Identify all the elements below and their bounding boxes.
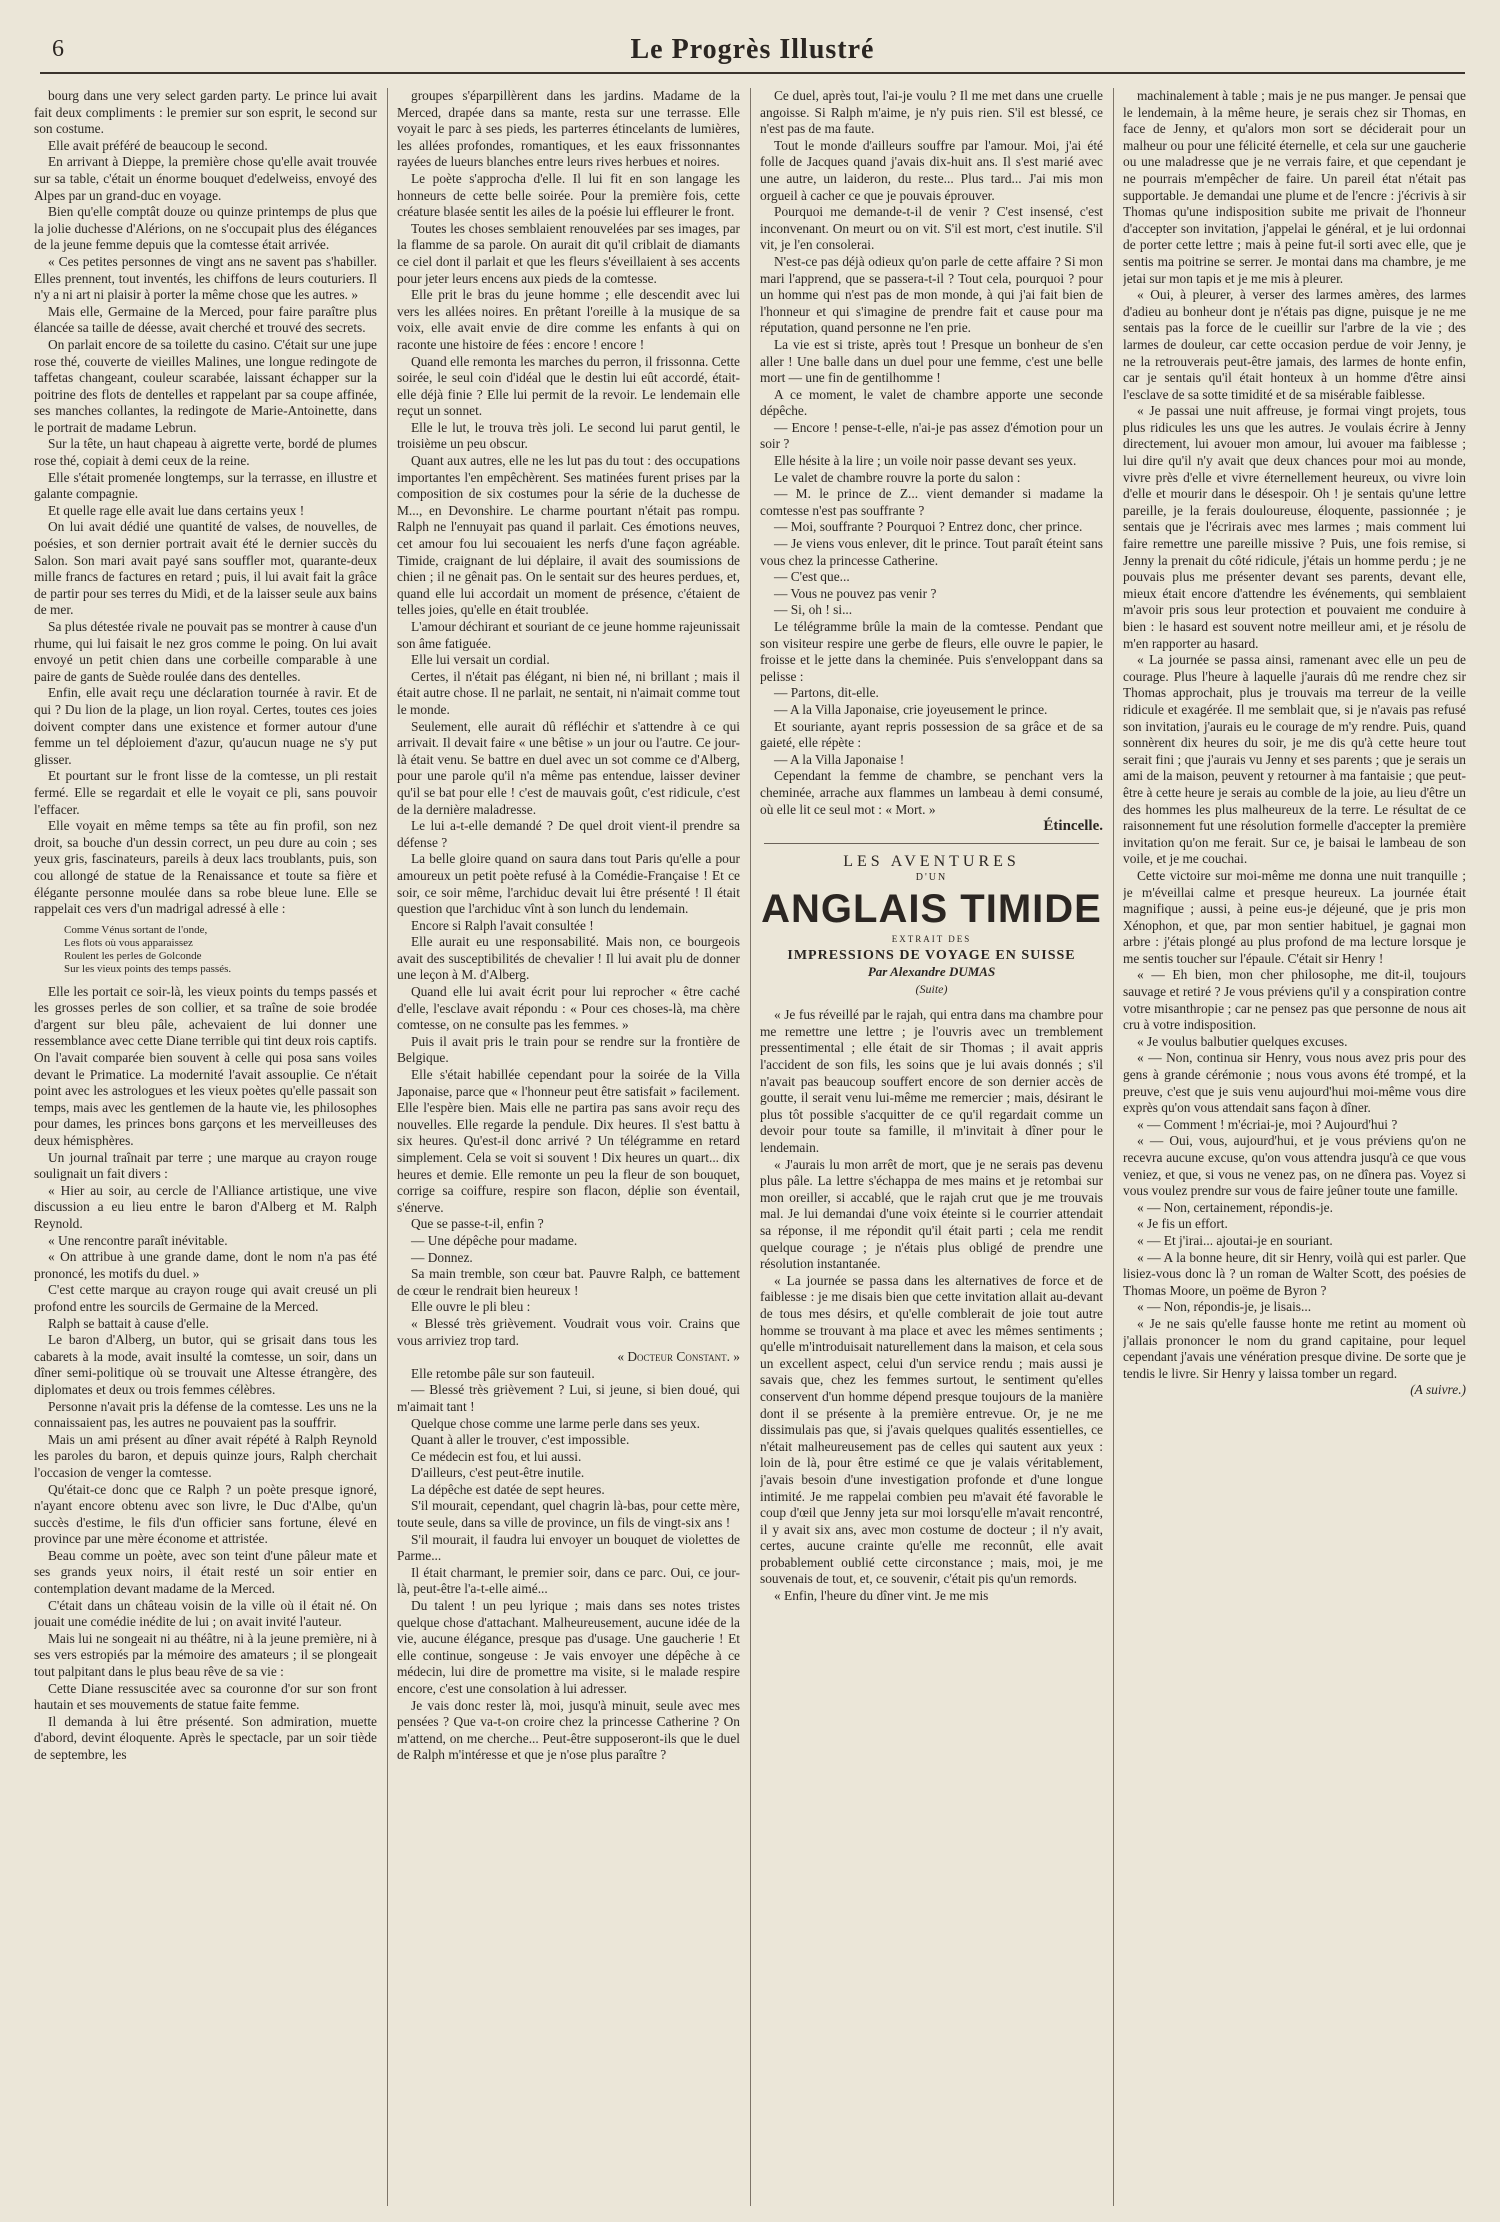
paragraph: Que se passe-t-il, enfin ? [411, 1216, 544, 1232]
paragraph: En arrivant à Dieppe, la première chose qu'elle avait trouvée sur sa table, c'était un énorme bouquet d'edelweiss, envoyé des Alpes par un grand-duc en voyage. [34, 154, 377, 203]
paragraph: machinalement à table ; mais je ne pus manger. Je pensai que le lendemain, à la même heure, je serais chez sir Thomas, en face de Jenny, et qu'alors mon sort se déciderait pour un malheur ou pour une félicité éternelle, et cela sur une gaucherie ou une maladresse que je ne verrais faire, et que cependant je ne pourrais m'empêcher de faire. Un pareil état n'était pas supportable. Je demandai une plume et de l'encre : j'écrivis à sir Thomas qu'une indisposition subite me privait de l'honneur d'accepter son invitation, j'appelai le général, et je lui ordonnai de porter cette lettre ; mais à peine fut-il sorti avec elle, que je sentis ma poitrine se serrer. Je montai dans ma chambre, je me jetai sur mon tapis et je me mis à pleurer. [1123, 88, 1466, 286]
paragraph: S'il mourait, il faudra lui envoyer un bouquet de violettes de Parme... [397, 1531, 740, 1564]
paragraph: Cependant la femme de chambre, se penchant vers la cheminée, arrache aux flammes un lambeau à demi consumé, où elle lit ce seul mot : « Mort. » [760, 768, 1103, 817]
paragraph: Sa main tremble, son cœur bat. Pauvre Ralph, ce battement de cœur le rendrait bien heureux ! [397, 1266, 740, 1298]
serial-title-block [760, 854, 1103, 998]
col1b-paragraphs [34, 984, 377, 1764]
serial-subtitle: IMPRESSIONS DE VOYAGE EN SUISSE [787, 947, 1076, 963]
paragraph: — Blessé très grièvement ? Lui, si jeune, si bien doué, qui m'aimait tant ! [397, 1382, 740, 1414]
paragraph: Il était charmant, le premier soir, dans ce parc. Oui, ce jour-là, peut-être l'a-t-elle aimé... [397, 1564, 740, 1597]
paragraph: « Je fus réveillé par le rajah, qui entra dans ma chambre pour me remettre une lettre ; je l'ouvris avec un tremblement pressentimental ; elle était de sir Thomas ; il avait appris l'accident de son fils, les soins que je lui avais donnés ; s'il n'avait pas beaucoup souffert encore de son dernier accès de goutte, il serait venu lui-même me remercier ; mais, désirant le plus tôt possible s'acquitter de ce qu'il regardait comme un devoir pour toute sa famille, il m'invitait à dîner pour le lendemain. [760, 1007, 1103, 1156]
to-be-continued: (A suivre.) [1410, 1382, 1466, 1398]
serial-title-main: ANGLAIS TIMIDE [761, 886, 1102, 931]
paragraph: bourg dans une very select garden party. Le prince lui avait fait deux compliments : le premier sur son esprit, le second sur son costume. [34, 88, 377, 137]
paragraph: Elle avait préféré de beaucoup le second. [48, 137, 268, 153]
column-rule [387, 88, 388, 2206]
paragraph: « Enfin, l'heure du dîner vint. Je me mis [774, 1588, 989, 1604]
column-2 [397, 88, 740, 2206]
paragraph: Elle retombe pâle sur son fauteuil. [411, 1365, 595, 1381]
page-number: 6 [52, 36, 64, 62]
paragraph: Elle ouvre le pli bleu : [411, 1299, 531, 1315]
paragraph: Sa plus détestée rivale ne pouvait pas se montrer à cause d'un rhume, qui lui faisait le nez gros comme le poing. On lui avait envoyé un petit chien dans une corbeille comparable à une paire de gants de Suède roulée dans des dentelles. [34, 619, 377, 684]
paragraph: « La journée se passa ainsi, ramenant avec elle un peu de courage. Plus l'heure à laquelle j'aurais dû me rendre chez sir Thomas approchait, plus je trouvais ma terreur de la veille ridicule et exagérée. Il me semblait que, si je n'avais pas refusé son invitation, j'aurais eu le courage de m'y rendre. Puis, quand sonnèrent dix heures du soir, je me dis qu'à cette heure tout serait fini ; que j'aurais vu Jenny et ses parents ; que je serais un ami de la maison, peuvent y retourner à ma fantaisie ; que peut-être à cette heure je serais au comble de la joie, au lieu d'être un des hommes les plus malheureux de la terre. Le résultat de ce raisonnement fut une résolution formelle d'accepter la première invitation qu'on me ferait. Sur ce, je baisai le lambeau de son voile, et je me couchai. [1123, 652, 1466, 867]
paragraph: Pourquoi me demande-t-il de venir ? C'est insensé, c'est inconvenant. On meurt ou on vit. S'il est mort, c'est inutile. S'il vit, je l'en consolerai. [760, 204, 1103, 253]
paragraph: groupes s'éparpillèrent dans les jardins. Madame de la Merced, drapée dans sa mante, resta sur une terrasse. Elle voyait le parc à ses pieds, les parterres étincelants de lumières, les allées profondes, romantiques, et les eaux frissonnantes rayées de lueurs blanches entre leurs rives herbues et noires. [397, 88, 740, 170]
section-separator [764, 843, 1099, 846]
paragraph: Elle s'était habillée cependant pour la soirée de la Villa Japonaise, parce que « l'honneur peut être satisfait » facilement. Elle l'espère bien. Mais elle ne partira pas sans avoir reçu des nouvelles. Elle regarde la pendule. Dix heures. Il s'est battu à six heures. Qu'est-il donc arrivé ? Un télégramme en retard simplement. Cela se voit si souvent ! Dix heures un quart... dix heures et demie. Elle remonte un peu la fleur de son bouquet, corrige sa coiffure, respire son flacon, déplie son éventail, s'énerve. [397, 1067, 740, 1215]
paragraph: Elle les portait ce soir-là, les vieux points du temps passés et les grosses perles de son collier, et sa traîne de soie brodée d'argent sur bleu pâle, achevaient de lui donner une ressemblance avec cette Diane terrible qui tint deux rois captifs. On l'avait comparée bien souvent à celle qui posa sans voiles devant le Primatice. La modernité l'avait assouplie. Ce n'était point avec les astrologues et les vieux poètes qu'elle passait son temps, mais avec les gentlemen de la haute vie, les philosophes pour dames, les princes bons garçons et les merveilleuses des deux hémisphères. [34, 983, 377, 1149]
poem-line: Sur les vieux points des temps passés. [64, 962, 232, 975]
paragraph: Le lui a-t-elle demandé ? De quel droit vient-il prendre sa défense ? [397, 818, 740, 850]
paragraph: Mais un ami présent au dîner avait répété à Ralph Reynold les paroles du baron, et depuis quinze jours, Ralph cherchait l'occasion de venger la comtesse. [34, 1431, 377, 1480]
paragraph: La dépêche est datée de sept heures. [411, 1481, 605, 1497]
paragraph: « — Eh bien, mon cher philosophe, me dit-il, toujours sauvage et retiré ? Je vous préviens qu'il y a conspiration contre votre misanthropie ; car ne pensez pas que personne de nous ait cru à votre indisposition. [1123, 967, 1466, 1033]
paragraph: Mais elle, Germaine de la Merced, pour faire paraître plus élancée sa taille de déesse, avait cherché et trouvé des secrets. [34, 303, 377, 336]
paragraph: — A la Villa Japonaise, crie joyeusement le prince. [774, 701, 1048, 717]
author-signature: Étincelle. [1043, 818, 1103, 835]
poem-line: Les flots où vous apparaissez [64, 936, 193, 949]
paragraph: Tout le monde d'ailleurs souffre par l'amour. Moi, j'ai été folle de Jacques quand j'avais dix-huit ans. Il s'est marié avec une autre, un laideron, du reste... Plus tard... J'ai mis mon orgueil à cacher ce que je pouvais éprouver. [760, 137, 1103, 203]
paragraph: — M. le prince de Z... vient demander si madame la comtesse n'est pas souffrante ? [760, 486, 1103, 518]
paragraph: Elle lui versait un cordial. [411, 652, 550, 668]
paragraph: Je vais donc rester là, moi, jusqu'à minuit, seule avec mes pensées ? Que va-t-on croire chez la princesse Catherine ? On m'attend, on me cherche... Peut-être supposeront-ils que le duel de Ralph m'intéresse et que je n'ose plus paraître ? [397, 1697, 740, 1763]
col3b-paragraphs [760, 1007, 1103, 1604]
poem-line: Comme Vénus sortant de l'onde, [64, 923, 208, 936]
paragraph: « — Non, répondis-je, je lisais... [1137, 1299, 1312, 1315]
paragraph: — A la Villa Japonaise ! [774, 751, 905, 767]
masthead: Le Progrès Illustré [630, 34, 875, 65]
paragraph: Quand elle lui avait écrit pour lui reprocher « être caché d'elle, l'esclave avait répondu : « Pour ces choses-là, ma chère comtesse, on ne consulte pas les femmes. » [397, 984, 740, 1033]
paragraph: C'est cette marque au crayon rouge qui avait creusé un pli profond entre les sourcils de Germaine de la Merced. [34, 1282, 377, 1314]
paragraph: N'est-ce pas déjà odieux qu'on parle de cette affaire ? Si mon mari l'apprend, que se passera-t-il ? Tout cela, pourquoi ? pour un homme qui n'est pas de mon monde, à qui j'ai fait bien de l'honneur et qui s'imagine de prendre fait et cause pour ma réputation, quand personne ne l'en prie. [760, 253, 1103, 336]
paragraph: « — Et j'irai... ajoutai-je en souriant. [1137, 1232, 1333, 1248]
paragraph: D'ailleurs, c'est peut-être inutile. [411, 1465, 585, 1481]
paragraph: Enfin, elle avait reçu une déclaration tournée à ravir. Et de qui ? Du lion de la plage, un lion royal. Certes, toutes ces joies doivent compter dans une existence et former autour d'une femme un tel déploiement d'azur, qu'aucun nuage ne s'y put glisser. [34, 685, 377, 767]
paragraph: « Ces petites personnes de vingt ans ne savent pas s'habiller. Elles prennent, tout inventés, les chiffons de leurs couturiers. Il n'y a ni art ni plaisir à porter la même chose que les autres. » [34, 253, 377, 303]
paragraph: Il demanda à lui être présenté. Son admiration, muette d'abord, devint éloquente. Après le spectacle, par un soir tiède de septembre, les [34, 1713, 377, 1762]
column-1 [34, 88, 377, 2206]
paragraph: — C'est que... [774, 569, 850, 585]
col2-paragraphs [397, 88, 740, 1349]
paragraph: Le baron d'Alberg, un butor, qui se grisait dans tous les cabarets à la mode, avait insulté la comtesse, un soir, dans un dîner semi-politique où se trouvait une Altesse étrangère, des diplomates et deux ou trois femmes célèbres. [34, 1332, 377, 1397]
paragraph: On parlait encore de sa toilette du casino. C'était sur une jupe rose thé, couverte de vieilles Malines, une longue redingote de taffetas changeant, couleur scarabée, laissant échapper sur la poitrine des flots de dentelles et rappelant par sa coupe affinée, ses manches collantes, la redingote de Marie-Antoinette, dans le portrait de madame Lebrun. [34, 336, 377, 435]
paragraph: « Blessé très grièvement. Voudrait vous voir. Crains que vous arriviez trop tard. [397, 1315, 740, 1348]
serial-suite: (Suite) [915, 981, 948, 996]
serial-title-de: D'UN [915, 872, 948, 884]
paragraph: Le télégramme brûle la main de la comtesse. Pendant que son visiteur respire une gerbe de fleurs, elle ouvre le papier, le froisse et le jette dans la cheminée. Puis s'enveloppant dans sa pelisse : [760, 619, 1103, 684]
paragraph: — Moi, souffrante ? Pourquoi ? Entrez donc, cher prince. [774, 519, 1083, 535]
page-header [40, 28, 1465, 74]
paragraph: Quant aux autres, elle ne les lut pas du tout : des occupations importantes l'en empêchèrent. Ses matinées furent prises par la composition de six costumes pour la série de la duchesse de M..., en Devonshire. Le charme pourtant n'était pas rompu. Ralph ne l'ennuyait pas quand il parlait. Ces émotions neuves, cet amour fou lui secouaient les nerfs d'une façon agréable. Timide, craignant de lui déplaire, il avait des soumissions de chien ; il ne gênait pas. On le sentait sur des heures perdues, et, quand elle lui accordait un moment de présence, c'étaient de telles joies, qu'elle en était troublée. [397, 453, 740, 618]
paragraph: « Je ne sais qu'elle fausse honte me retint au moment où j'allais prononcer le nom du grand capitaine, pour lequel cependant j'avais une vénération presque divine. De sorte que je tendis le livre. Sir Henry y laissa tomber un regard. [1123, 1315, 1466, 1381]
paragraph: « La journée se passa dans les alternatives de force et de faiblesse : je me disais bien que cette invitation allait au-devant de tous mes désirs, et qu'elle comblerait de joie tout autre homme se trouvant à ma place et avec les mêmes sentiments ; qu'elle m'introduisait naturellement dans la maison, et cela sous un excellent aspect, celui d'un service rendu ; mais aussi je savais que, chez les femmes surtout, le sentiment qu'elles conservent d'un homme dépend presque toujours de la manière dont il se présente à la première entrevue. Or, je ne me dissimulais pas que, si j'avais quelques qualités essentielles, ce n'était malheureusement pas de celles qui sautent aux yeux : loin de là, pour être estimé ce que je valais véritablement, j'avais besoin d'une investigation profonde et d'une longue intimité. Je me rappelai combien peu m'avait été favorable le coup d'œil que Jenny jeta sur moi lorsqu'elle m'avait rencontré, il y avait six ans, avec mon costume de docteur ; il n'y avait, certes, aucune crainte qu'elle me reconnût, elle avait probablement oublié cette circonstance ; mais, moi, je me souvenais de tout, et, ce souvenir, c'était pis qu'un remords. [760, 1272, 1103, 1587]
paragraph: — Si, oh ! si... [774, 602, 853, 618]
paragraph: Quand elle remonta les marches du perron, il frissonna. Cette soirée, le seul coin d'idéal que le destin lui eût accordé, était-elle déjà finie ? Elle lui permit de la revoir. Le lendemain elle reçut un sonnet. [397, 353, 740, 419]
paragraph: Elle voyait en même temps sa tête au fin profil, son nez droit, sa bouche d'un dessin correct, un peu dure au coin ; ses yeux gris, fascinateurs, pareils à deux lacs troublants, puis, son cou allongé de statue de la Renaissance et toute sa fière et élégante personne moulée dans sa robe bleue lune. Elle se rappelait ces vers d'un madrigal adressé à elle : [34, 818, 377, 917]
col2b-paragraphs [397, 1366, 740, 1764]
paragraph: Ce duel, après tout, l'ai-je voulu ? Il me met dans une cruelle angoisse. Si Ralph m'aime, je n'y puis rien. S'il est blessé, ce n'est pas de ma faute. [760, 88, 1103, 137]
serial-extract-label: EXTRAIT DES [891, 933, 972, 944]
paragraph: Cette victoire sur moi-même me donna une nuit tranquille ; je m'éveillai calme et presque heureux. La journée était magnifique ; aussi, à peine eus-je déjeuné, que je pris mon Xénophon, et que, par mon sentier habituel, je gagnai mon arbre : j'étais plongé au plus profond de ma lecture lorsque je me sentis toucher sur l'épaule. C'était sir Henry ! [1123, 867, 1466, 966]
paragraph: Cette Diane ressuscitée avec sa couronne d'or sur son front hautain et ses mouvements de statue faite femme. [34, 1680, 377, 1713]
paragraph: L'amour déchirant et souriant de ce jeune homme rajeunissait son âme fatiguée. [397, 619, 740, 651]
paragraph: La belle gloire quand on saura dans tout Paris qu'elle a pour amoureux un petit poète refusé à la Comédie-Française ! Et ce soir, ce soir même, l'archiduc devait lui être présenté ! Il était question que l'archiduc vînt à son lunch du lendemain. [397, 851, 740, 917]
column-rule [1113, 88, 1114, 2206]
paragraph: Ralph se battait à cause d'elle. [48, 1315, 209, 1331]
column-4 [1123, 88, 1466, 2206]
paragraph: « — Non, certainement, répondis-je. [1137, 1199, 1333, 1215]
paragraph: « Je passai une nuit affreuse, je formai vingt projets, tous plus ridicules les uns que les autres. Je voulais écrire à Jenny directement, lui avouer mon amour, lui avouer ma faiblesse ; lui dire qu'il n'y avait que deux chances pour moi au monde, vivre près d'elle et vivre éternellement heureux, ou vivre loin d'elle et mourir dans le désespoir. Oh ! je sentais qu'une lettre pareille, je la ferais douloureuse, éloquente, passionnée ; je sentais que je l'écrirais avec mes larmes ; mais comment lui faire remettre une pareille missive ? Puis, une fois remise, si Jenny la prenait du côté ridicule, j'étais un homme perdu ; je ne pouvais plus me présenter devant ses parents, devant elle, mieux était encore d'attendre les événements, qui semblaient m'avoir pris sous leur protection et pouvaient me conduire à bien : le hasard est souvent notre meilleur ami, et je résolu de m'en rapporter au hasard. [1123, 403, 1466, 651]
paragraph: Bien qu'elle comptât douze ou quinze printemps de plus que la jolie duchesse d'Alérions, on ne s'occupait plus des élégances de la jeune femme depuis que la comtesse était arrivée. [34, 204, 377, 253]
paragraph: Quant à aller le trouver, c'est impossible. [411, 1432, 630, 1448]
paragraph: La vie est si triste, après tout ! Presque un bonheur de s'en aller ! Une balle dans un duel pour une femme, c'est une belle mort — une fin de gentilhomme ! [760, 336, 1103, 386]
paragraph: Mais lui ne songeait ni au théâtre, ni à la jeune première, ni à ses vers estropiés par la mémoire des amateurs ; il se plongeait tout palpitant dans le plus beau rêve de sa vie : [34, 1630, 377, 1680]
paragraph: On lui avait dédié une quantité de valses, de nouvelles, de poésies, et son dernier portrait avait été le dernier succès du Salon. Son mari avait payé sans souffler mot, quarante-deux mille francs de factures en retard ; puis, il lui avait fait la grâce de partir pour ses terres du Midi, et de la laisser seule aux bains de mer. [34, 519, 377, 618]
paragraph: — Vous ne pouvez pas venir ? [774, 585, 937, 601]
paragraph: — Partons, dit-elle. [774, 685, 879, 701]
paragraph: C'était dans un château voisin de la ville où il était né. On jouait une comédie inédite de lui ; on avait invité l'auteur. [34, 1597, 377, 1630]
paragraph: « — A la bonne heure, dit sir Henry, voilà qui est parler. Que lisiez-vous donc là ? un roman de Walter Scott, des poésies de Thomas Moore, un poëme de Byron ? [1123, 1249, 1466, 1298]
paragraph: Sur la tête, un haut chapeau à aigrette verte, bordé de plumes rose thé, copiait à demi ceux de la reine. [34, 436, 377, 469]
paragraph: Un journal traînait par terre ; une marque au crayon rouge soulignait un fait divers : [34, 1149, 377, 1182]
paragraph: « J'aurais lu mon arrêt de mort, que je ne serais pas devenu plus pâle. La lettre s'échappa de mes mains et je retombai sur mon oreiller, si accablé, que le rajah crut que je me trouvais mal. Je lui demandai d'une voix éteinte si le courrier attendait sa réponse, il me répondit qu'il était parti ; cela me rendit quelque courage ; je n'étais plus obligé de prendre une résolution instantanée. [760, 1156, 1103, 1272]
paragraph: Beau comme un poète, avec son teint d'une pâleur mate et ses grands yeux noirs, il était resté un soir entier en contemplation devant madame de la Merced. [34, 1547, 377, 1597]
paragraph: « — Comment ! m'écriai-je, moi ? Aujourd'hui ? [1137, 1116, 1398, 1132]
paragraph: « Une rencontre paraît inévitable. [48, 1232, 228, 1248]
serial-title-top: LES AVENTURES [843, 852, 1020, 870]
paragraph: Personne n'avait pris la défense de la comtesse. Les uns ne la connaissaient pas, les autres ne pouvaient pas la souffrir. [34, 1398, 377, 1431]
telegram-signature: « Docteur Constant. » [617, 1349, 740, 1365]
paragraph: Encore si Ralph l'avait consultée ! [411, 917, 594, 933]
paragraph: Certes, il n'était pas élégant, ni bien né, ni brillant ; mais il était autre chose. Il ne parlait, ne sentait, ni n'aimait comme tout le monde. [397, 668, 740, 717]
madrigal-poem [64, 924, 377, 976]
paragraph: Elle hésite à la lire ; un voile noir passe devant ses yeux. [774, 453, 1077, 469]
paragraph: Elle le lut, le trouva très joli. Le second lui parut gentil, le troisième un peu obscur. [397, 419, 740, 452]
paragraph: « — Non, continua sir Henry, vous nous avez pris pour des gens à grande cérémonie ; nous vous avons été trompé, et la preuve, c'est que je suis venu aujourd'hui moi-même vous dire exprès qu'on vous attendait sans façon à dîner. [1123, 1050, 1466, 1116]
serial-author: Par Alexandre DUMAS [867, 964, 996, 980]
paragraph: Elle prit le bras du jeune homme ; elle descendit avec lui vers les allées noires. En prêtant l'oreille à la musique de sa voix, elle avait envie de dire comme les enfants à qui on raconte une histoire de fées : encore ! encore ! [397, 287, 740, 352]
poem-line: Roulent les perles de Golconde [64, 949, 202, 962]
paragraph: Elle aurait eu une responsabilité. Mais non, ce bourgeois avait des susceptibilités de chevalier ! Il lui avait plu de donner une leçon à M. d'Alberg. [397, 934, 740, 983]
paragraph: — Donnez. [411, 1249, 473, 1265]
paragraph: Elle s'était promenée longtemps, sur la terrasse, en illustre et galante compagnie. [34, 469, 377, 502]
paragraph: S'il mourait, cependant, quel chagrin là-bas, pour cette mère, toute seule, dans sa ville de province, un fils de vingt-six ans ! [397, 1498, 740, 1531]
paragraph: « Je voulus balbutier quelques excuses. [1137, 1033, 1348, 1049]
paragraph: Le poète s'approcha d'elle. Il lui fit en son langage les honneurs de cette belle soirée. Pour la première fois, cette créature blasée sentit les ailes de la poésie lui effleurer le front. [397, 170, 740, 220]
paragraph: Du talent ! un peu lyrique ; mais dans ses notes tristes quelque chose d'attachant. Malheureusement, aucune idée de la vie, aucune élégance, presque pas d'usage. Une gaucherie ! Et elle continue, songeuse : Je vais envoyer une dépêche à ce médecin, lui dire de promettre ma visite, si le malade respire encore, c'est une consolation à lui adresser. [397, 1598, 740, 1696]
column-3 [760, 88, 1103, 2206]
paragraph: Ce médecin est fou, et lui aussi. [411, 1448, 582, 1464]
column-rule [750, 88, 751, 2206]
article-columns [34, 88, 1466, 2206]
paragraph: — Une dépêche pour madame. [411, 1232, 578, 1248]
paragraph: « Je fis un effort. [1137, 1216, 1228, 1232]
paragraph: Seulement, elle aurait dû réfléchir et s'attendre à ce qui arrivait. Il devait faire « une bêtise » un jour ou l'autre. Ce jour-là était venu. Se battre en duel avec un sot comme ce d'Alberg, pour une parole qu'il n'a même pas entendue, laisser deviner qu'il se bat pour elle ! c'est de mauvais goût, c'est ridicule, c'est de la dernière maladresse. [397, 718, 740, 817]
paragraph: Et souriante, ayant repris possession de sa grâce et de sa gaieté, elle répète : [760, 718, 1103, 751]
paragraph: Et quelle rage elle avait lue dans certains yeux ! [48, 502, 305, 518]
col3-paragraphs [760, 88, 1103, 818]
paragraph: Le valet de chambre rouvre la porte du salon : [774, 469, 1021, 485]
paragraph: A ce moment, le valet de chambre apporte une seconde dépêche. [760, 386, 1103, 419]
paragraph: « Hier au soir, au cercle de l'Alliance artistique, une vive discussion a eu lieu entre le baron d'Alberg et M. Ralph Reynold. [34, 1182, 377, 1231]
paragraph: — Encore ! pense-t-elle, n'ai-je pas assez d'émotion pour un soir ? [760, 419, 1103, 452]
paragraph: Et pourtant sur le front lisse de la comtesse, un pli restait fermé. Elle se regardait et elle le voyait ce pli, sans pouvoir l'effacer. [34, 768, 377, 817]
col1-paragraphs [34, 88, 377, 918]
paragraph: Toutes les choses semblaient renouvelées par ses images, par la flamme de sa parole. On aurait dit qu'il criblait de diamants ce ciel dont il parlait et que les fleurs s'éveillaient à ses accents pour jeter leurs encens aux pieds de la comtesse. [397, 220, 740, 286]
paragraph: « Oui, à pleurer, à verser des larmes amères, des larmes d'adieu au bonheur dont je n'étais pas digne, puisque je ne me sentais pas la force de le cueillir sur l'arbre de la vie ; des larmes de douleur, car cette occasion perdue de voir Jenny, je ne la retrouverais peut-être jamais, des larmes de honte enfin, car je sentais qu'il était honteux à un homme d'être ainsi l'esclave de sa sotte timidité et de sa misérable faiblesse. [1123, 287, 1466, 402]
paragraph: Quelque chose comme une larme perle dans ses yeux. [411, 1415, 700, 1431]
paragraph: Qu'était-ce donc que ce Ralph ? un poète presque ignoré, n'ayant encore obtenu avec son livre, le Duc d'Albe, qu'un succès d'estime, le fils d'un officier sans fortune, élevé en province par une mère économe et attristée. [34, 1481, 377, 1547]
paragraph: Puis il avait pris le train pour se rendre sur la frontière de Belgique. [397, 1033, 740, 1066]
paragraph: « On attribue à une grande dame, dont le nom n'a pas été prononcé, les motifs du duel. » [34, 1249, 377, 1281]
col4-paragraphs [1123, 88, 1466, 1382]
paragraph: « — Oui, vous, aujourd'hui, et je vous préviens qu'on ne recevra aucune excuse, qu'on vous attendra jusqu'à ce que vous veniez, et que, si vous ne venez pas, on ne dînera pas. Voyez si vous voulez prendre sur vous de faire jeûner toute une famille. [1123, 1133, 1466, 1199]
paragraph: — Je viens vous enlever, dit le prince. Tout paraît éteint sans vous chez la princesse Catherine. [760, 536, 1103, 568]
